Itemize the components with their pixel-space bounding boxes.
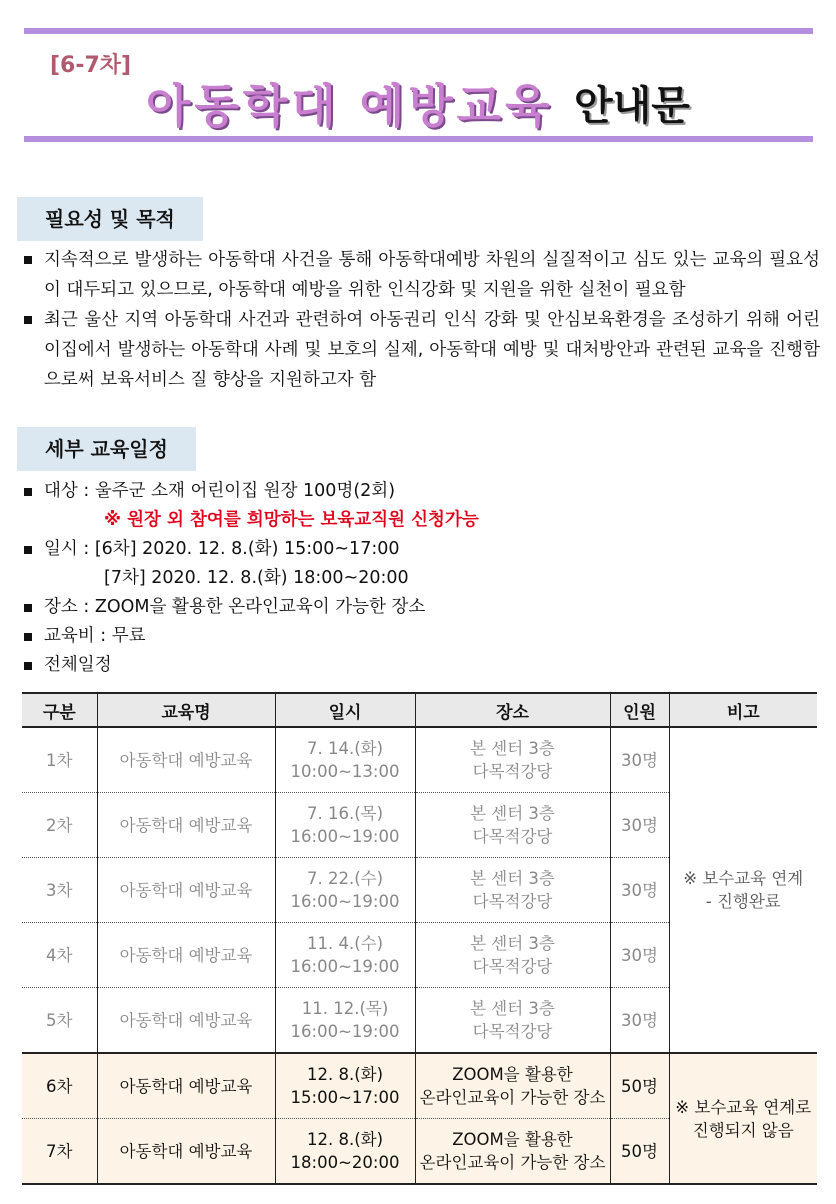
cell-place-line1: 본 센터 3층: [470, 934, 555, 953]
cell-count: 50명: [610, 1119, 669, 1185]
cell-count: 30명: [610, 923, 669, 988]
cell-round: 5차: [22, 988, 97, 1054]
cell-datetime: [275, 858, 415, 923]
cell-name: 아동학대 예방교육: [97, 793, 275, 858]
cell-round: 7차: [22, 1119, 97, 1185]
table-row: [22, 1053, 817, 1119]
cell-place-line2: 다목적강당: [472, 827, 553, 846]
cell-date: 7. 14.(화): [306, 739, 384, 758]
page-title: 아동학대 예방교육: [146, 79, 554, 133]
overall-schedule-item: 전체일정: [22, 651, 820, 680]
datetime-item: 일시 : [6차] 2020. 12. 8.(화) 15:00~17:00: [22, 535, 820, 564]
cell-place: [415, 988, 610, 1054]
cell-remark-past: [669, 727, 817, 1053]
remark-past-line1: ※ 보수교육 연계: [683, 869, 804, 888]
cell-name: 아동학대 예방교육: [97, 727, 275, 793]
cell-time: 16:00~19:00: [290, 1022, 400, 1041]
cell-place-line2: 다목적강당: [472, 957, 553, 976]
header-round: 구분: [22, 693, 97, 727]
cell-date: 7. 16.(목): [306, 804, 384, 823]
cell-place-line1: 본 센터 3층: [470, 804, 555, 823]
remark-cur-line1: ※ 보수교육 연계로: [675, 1097, 812, 1117]
cell-datetime: [275, 727, 415, 793]
cell-place-line2: 다목적강당: [472, 892, 553, 911]
datetime-item-2: [7차] 2020. 12. 8.(화) 18:00~20:00: [104, 568, 409, 588]
cell-name: 아동학대 예방교육: [97, 988, 275, 1054]
cell-time: 16:00~19:00: [290, 957, 400, 976]
cell-datetime: [275, 1053, 415, 1119]
cell-round: 6차: [22, 1053, 97, 1119]
cell-round: 4차: [22, 923, 97, 988]
cell-round: 3차: [22, 858, 97, 923]
cell-datetime: [275, 1119, 415, 1185]
cell-datetime: [275, 923, 415, 988]
cell-date: 12. 8.(화): [306, 1065, 384, 1084]
title-bottom-rule: [24, 136, 813, 142]
table-header-row: [22, 693, 817, 727]
cell-name: 아동학대 예방교육: [97, 1119, 275, 1185]
title-top-rule: [24, 28, 813, 34]
header-name: 교육명: [97, 693, 275, 727]
remark-past-line2: - 진행완료: [705, 892, 781, 911]
cell-place: [415, 793, 610, 858]
header-count: 인원: [610, 693, 669, 727]
cell-place-line2: 온라인교육이 가능한 장소: [419, 1153, 606, 1172]
cell-place-line2: 다목적강당: [472, 1022, 553, 1041]
purpose-item: 지속적으로 발생하는 아동학대 사건을 통해 아동학대예방 차원의 실질적이고 심도 있는 교육의 필요성이 대두되고 있으므로, 아동학대 예방을 위한 인식강화 및 지원을 위한 실천이 필요함: [22, 245, 820, 305]
cell-count: 30명: [610, 858, 669, 923]
cell-place-line2: 다목적강당: [472, 762, 553, 781]
cell-count: 30명: [610, 793, 669, 858]
section-heading-schedule: 세부 교육일정: [17, 427, 196, 471]
section-heading-purpose: 필요성 및 목적: [17, 197, 203, 241]
cell-name: 아동학대 예방교육: [97, 858, 275, 923]
cell-date: 12. 8.(화): [306, 1130, 384, 1149]
schedule-table: [22, 692, 817, 1185]
table-row: [22, 727, 817, 793]
cell-remark-current: [669, 1053, 817, 1184]
cell-place: [415, 858, 610, 923]
target-item: 대상 : 울주군 소재 어린이집 원장 100명(2회): [22, 477, 820, 506]
purpose-list: [22, 245, 820, 395]
target-note: ※ 원장 외 참여를 희망하는 보육교직원 신청가능: [104, 510, 479, 530]
remark-cur-line2: 진행되지 않음: [692, 1120, 794, 1140]
fee-item: 교육비 : 무료: [22, 622, 820, 651]
cell-datetime: [275, 988, 415, 1054]
header-place: 장소: [415, 693, 610, 727]
cell-place: [415, 923, 610, 988]
schedule-details: [22, 477, 820, 680]
title-tag: [6-7차]: [50, 53, 132, 78]
cell-count: 30명: [610, 988, 669, 1054]
cell-round: 2차: [22, 793, 97, 858]
cell-place: [415, 1119, 610, 1185]
cell-count: 30명: [610, 727, 669, 793]
header-date: 일시: [275, 693, 415, 727]
cell-date: 7. 22.(수): [306, 869, 384, 888]
header-remark: 비고: [669, 693, 817, 727]
page-subtitle: 안내문: [574, 83, 690, 129]
cell-place-line1: 본 센터 3층: [470, 739, 555, 758]
cell-date: 11. 4.(수): [306, 934, 384, 953]
cell-time: 10:00~13:00: [290, 762, 400, 781]
cell-round: 1차: [22, 727, 97, 793]
cell-time: 18:00~20:00: [290, 1153, 400, 1172]
purpose-item: 최근 울산 지역 아동학대 사건과 관련하여 아동권리 인식 강화 및 안심보육환경을 조성하기 위해 어린이집에서 발생하는 아동학대 사례 및 보호의 실제, 아동학대 예방 및 대처방안과 관련된 교육을 진행함으로써 보육서비스 질 향상을 지원하고자 함: [22, 305, 820, 395]
cell-count: 50명: [610, 1053, 669, 1119]
cell-place-line1: 본 센터 3층: [470, 869, 555, 888]
cell-place-line1: ZOOM을 활용한: [452, 1130, 573, 1149]
cell-place: [415, 727, 610, 793]
cell-time: 16:00~19:00: [290, 892, 400, 911]
place-item: 장소 : ZOOM을 활용한 온라인교육이 가능한 장소: [22, 593, 820, 622]
cell-datetime: [275, 793, 415, 858]
cell-place-line1: 본 센터 3층: [470, 999, 555, 1018]
cell-date: 11. 12.(목): [301, 999, 389, 1018]
cell-place-line1: ZOOM을 활용한: [452, 1065, 573, 1084]
cell-time: 16:00~19:00: [290, 827, 400, 846]
cell-time: 15:00~17:00: [290, 1088, 400, 1107]
cell-name: 아동학대 예방교육: [97, 923, 275, 988]
cell-place: [415, 1053, 610, 1119]
cell-name: 아동학대 예방교육: [97, 1053, 275, 1119]
cell-place-line2: 온라인교육이 가능한 장소: [419, 1088, 606, 1107]
